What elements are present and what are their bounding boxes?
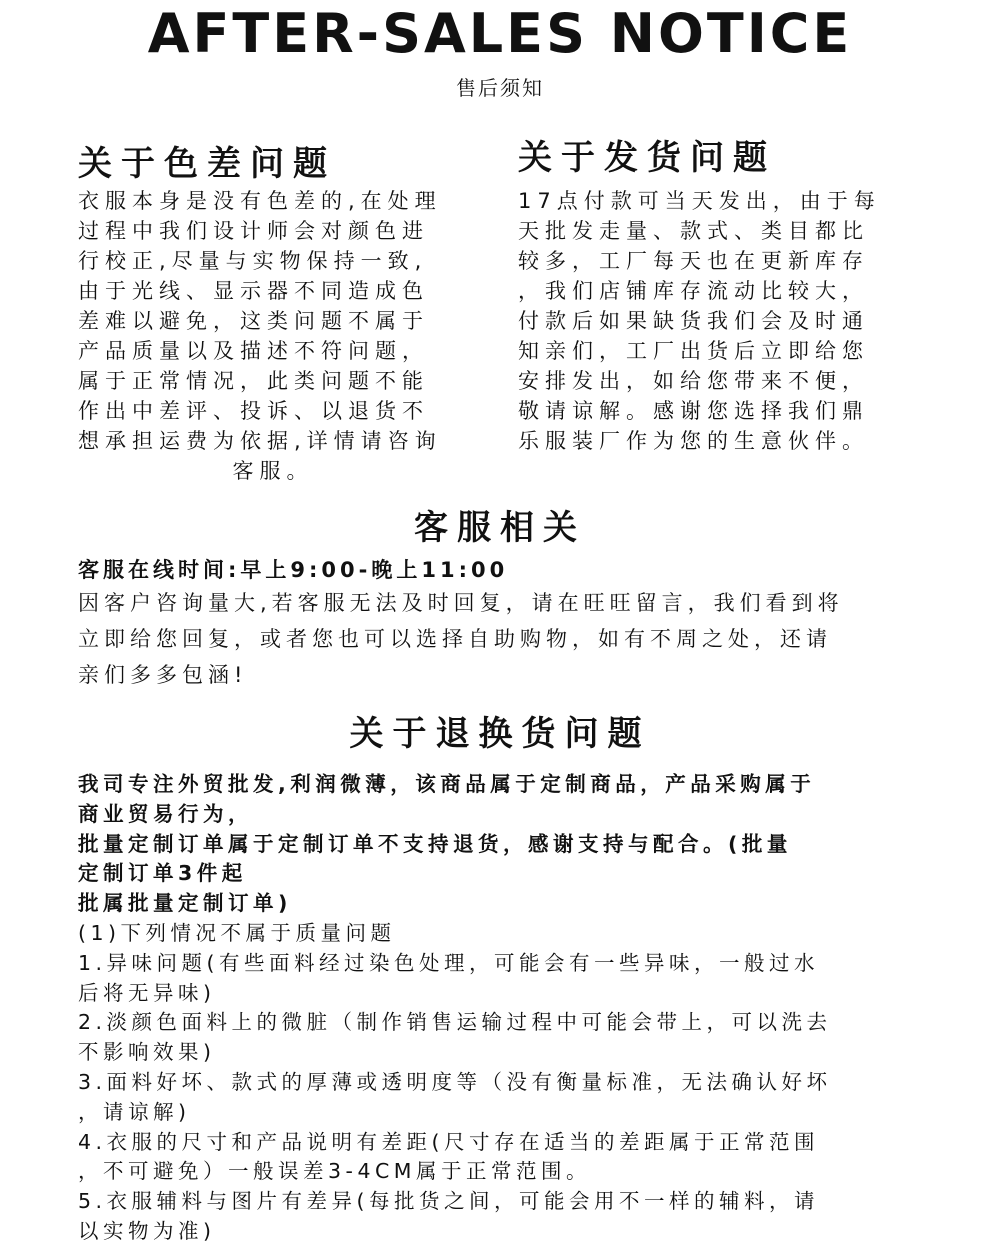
- shipping-line: ，我们店铺库存流动比较大，: [518, 279, 869, 303]
- service-body: [78, 585, 844, 693]
- shipping-line: 知亲们，工厂出货后立即给您: [518, 339, 869, 363]
- shipping-line: 安排发出，如给您带来不便，: [518, 369, 869, 393]
- service-line: 亲们多多包涵!: [78, 663, 248, 687]
- returns-line: (1)下列情况不属于质量问题: [78, 921, 396, 945]
- service-line: 立即给您回复，或者您也可以选择自助购物，如有不周之处，还请: [78, 627, 832, 651]
- shipping-section-heading: 关于发货问题: [518, 138, 776, 178]
- color-line: 想承担运费为依据,详情请咨询: [78, 429, 442, 453]
- color-line: 客服。: [232, 459, 314, 483]
- page-title: AFTER-SALES NOTICE: [147, 2, 853, 65]
- shipping-line: 乐服装厂作为您的生意伙伴。: [518, 429, 869, 453]
- returns-line: 不影响效果): [78, 1040, 216, 1065]
- returns-policy-bold: [78, 770, 815, 919]
- returns-line: 4.衣服的尺寸和产品说明有差距(尺寸存在适当的差距属于正常范围: [78, 1129, 820, 1154]
- color-line: 属于正常情况，此类问题不能: [78, 369, 429, 393]
- shipping-section-body: [518, 186, 918, 456]
- service-section-heading: 客服相关: [414, 508, 586, 548]
- service-hours: 客服在线时间:早上9:00-晚上11:00: [78, 558, 509, 582]
- shipping-line: 付款后如果缺货我们会及时通: [518, 309, 869, 333]
- returns-bold-line: 商业贸易行为，: [78, 801, 253, 826]
- color-section-heading: 关于色差问题: [78, 144, 336, 184]
- returns-line: 5.衣服辅料与图片有差异(每批货之间，可能会用不一样的辅料，请: [78, 1189, 820, 1214]
- shipping-line: 敬请谅解。感谢您选择我们鼎: [518, 399, 869, 423]
- returns-line: ，不可避免）一般误差3-4CM属于正常范围。: [78, 1159, 591, 1184]
- returns-line: ，请谅解): [78, 1099, 191, 1124]
- shipping-line: 天批发走量、款式、类目都比: [518, 219, 869, 243]
- returns-section-heading: 关于退换货问题: [349, 714, 651, 754]
- page-subtitle: 售后须知: [456, 76, 544, 100]
- returns-line: 后将无异味): [78, 980, 216, 1005]
- returns-policy-list: [78, 919, 832, 1247]
- returns-line: 1.异味问题(有些面料经过染色处理，可能会有一些异味，一般过水: [78, 950, 820, 975]
- shipping-line: 较多，工厂每天也在更新库存: [518, 249, 869, 273]
- returns-line: 3.面料好坏、款式的厚薄或透明度等（没有衡量标准，无法确认好坏: [78, 1069, 832, 1094]
- returns-line: 以实物为准): [78, 1218, 216, 1243]
- shipping-line: 17点付款可当天发出，由于每: [518, 189, 881, 213]
- returns-line: 2.淡颜色面料上的微脏（制作销售运输过程中可能会带上，可以洗去: [78, 1010, 832, 1035]
- returns-bold-line: 批属批量定制订单): [78, 891, 292, 916]
- color-line: 产品质量以及描述不符问题，: [78, 339, 429, 363]
- color-line: 由于光线、显示器不同造成色: [78, 279, 429, 303]
- service-line: 因客户咨询量大,若客服无法及时回复，请在旺旺留言，我们看到将: [78, 591, 844, 615]
- color-line: 行校正,尽量与实物保持一致,: [78, 249, 428, 273]
- color-line: 衣服本身是没有色差的,在处理: [78, 189, 442, 213]
- color-line: 过程中我们设计师会对颜色进: [78, 219, 429, 243]
- color-line: 作出中差评、投诉、以退货不: [78, 399, 429, 423]
- color-section-body: [78, 186, 478, 486]
- color-line: 差难以避免，这类问题不属于: [78, 309, 429, 333]
- returns-bold-line: 批量定制订单属于定制订单不支持退货，感谢支持与配合。(批量: [78, 831, 792, 856]
- returns-bold-line: 我司专注外贸批发,利润微薄，该商品属于定制商品，产品采购属于: [78, 772, 816, 796]
- returns-bold-line: 定制订单3件起: [78, 861, 247, 886]
